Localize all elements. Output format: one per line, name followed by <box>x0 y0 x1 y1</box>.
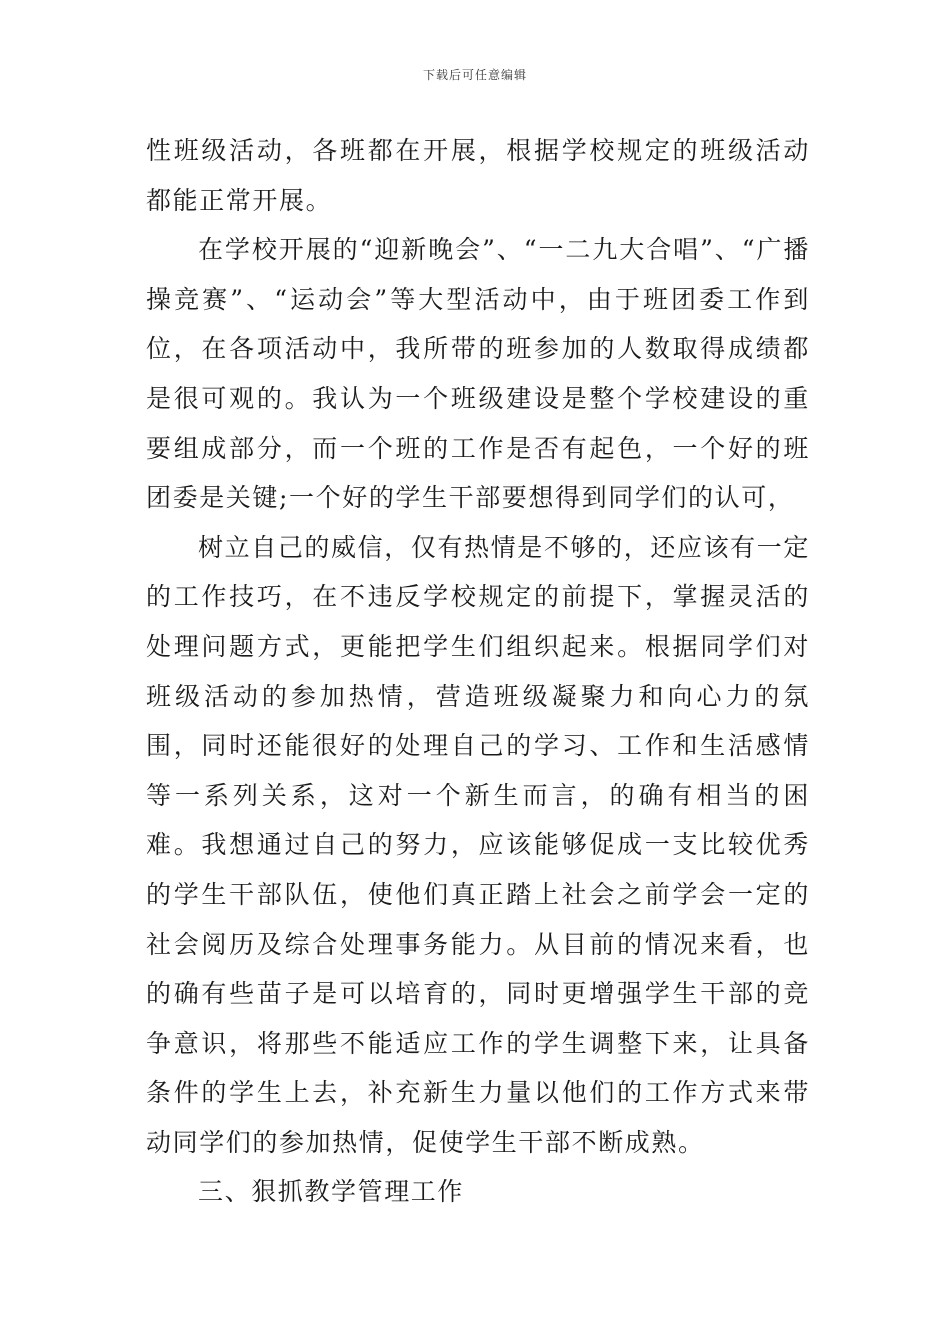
section-heading: 三、狠抓教学管理工作 <box>198 1177 465 1207</box>
paragraph-prestige: 树立自己的威信，仅有热情是不够的，还应该有一定的工作技巧，在不违反学校规定的前提下，掌握灵活的处理问题方式，更能把学生们组织起来。根据同学们对班级活动的参加热情，营造班级凝聚力和向心力的氛围，同时还能很好的处理自己的学习、工作和生活感情等一系列关系，这对一个新生而言，的确有相当的困难。我想通过自己的努力，应该能够促成一支比较优秀的学生干部队伍，使他们真正踏上社会之前学会一定的社会阅历及综合处理事务能力。从目前的情况来看，也的确有些苗子是可以培育的，同时更增强学生干部的竞争意识，将那些不能适应工作的学生调整下来，让具备条件的学生上去，补充新生力量以他们的工作方式来带动同学们的参加热情，促使学生干部不断成熟。 <box>146 532 810 1157</box>
page-header: 下载后可任意编辑 <box>422 68 527 82</box>
paragraph-activities: 在学校开展的“迎新晚会”、“一二九大合唱”、“广播操竞赛”、“运动会”等大型活动中，由于班团委工作到位，在各项活动中，我所带的班参加的人数取得成绩都是很可观的。我认为一个班级建设是整个学校建设的重要组成部分，而一个班的工作是否有起色，一个好的班团委是关键;一个好的学生干部要想得到同学们的认可， <box>146 235 810 513</box>
document-body <box>146 126 810 1217</box>
paragraph-continuation: 性班级活动，各班都在开展，根据学校规定的班级活动都能正常开展。 <box>146 136 810 215</box>
